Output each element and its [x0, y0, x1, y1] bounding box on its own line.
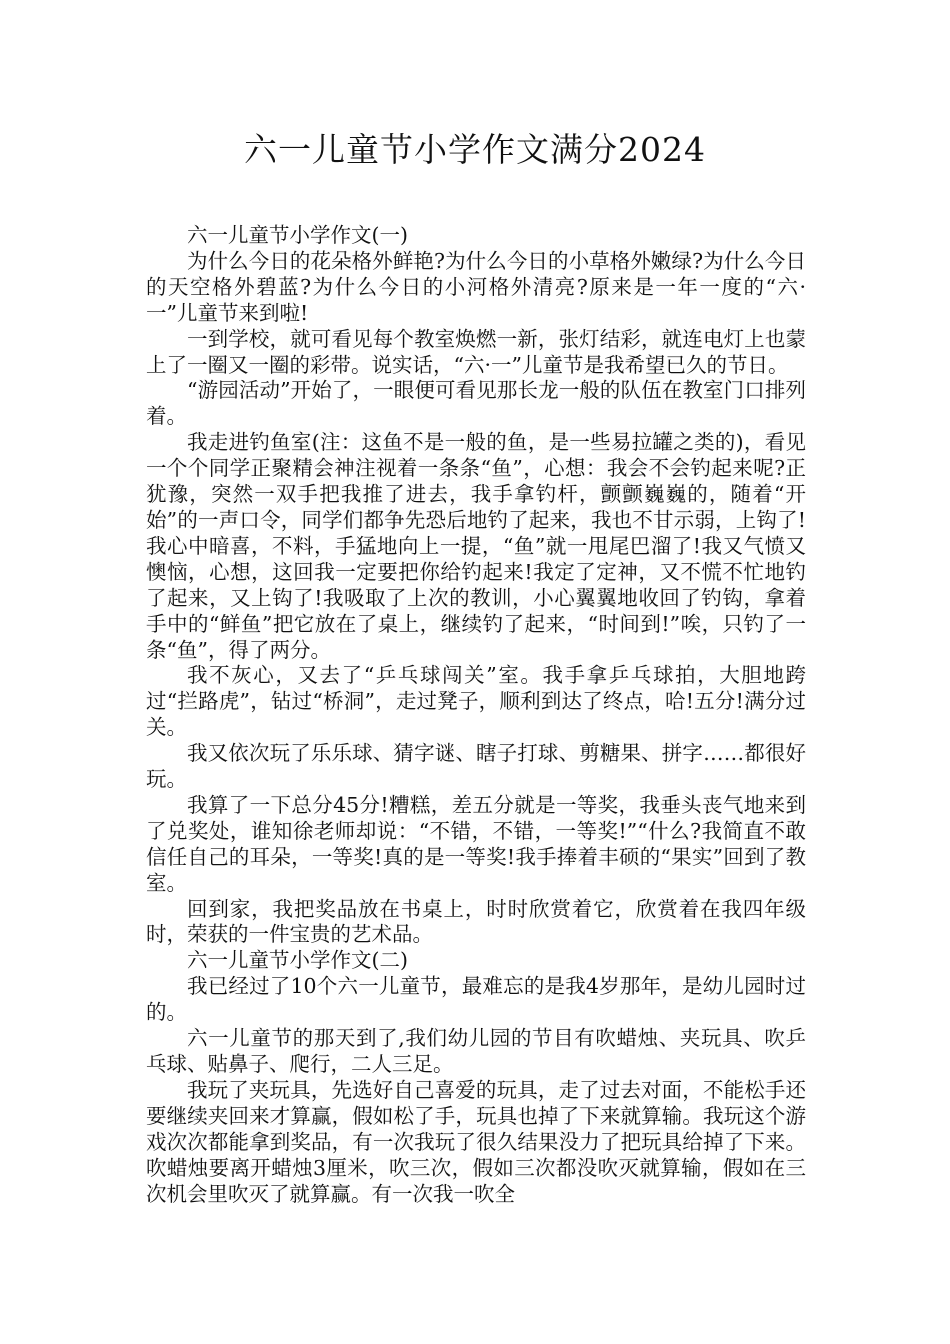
- paragraph: 我玩了夹玩具，先选好自己喜爱的玩具，走了过去对面，不能松手还要继续夹回来才算赢，假如松了手，玩具也掉了下来就算输。我玩这个游戏次次都能拿到奖品，有一次我玩了很久结果没力了把玩具给掉了下来。吹蜡烛要离开蜡烛3厘米，吹三次，假如三次都没吹灭就算输，假如在三次机会里吹灭了就算赢。有一次我一吹全: [146, 1077, 806, 1206]
- section-heading: 六一儿童节小学作文(二): [187, 948, 408, 973]
- document-body: [146, 223, 806, 1207]
- paragraph: “游园活动”开始了，一眼便可看见那长龙一般的队伍在教室门口排列着。: [146, 378, 806, 429]
- paragraph: 我算了一下总分45分!糟糕，差五分就是一等奖，我垂头丧气地来到了兑奖处，谁知徐老师却说：“不错，不错，一等奖!”“什么?我简直不敢信任自己的耳朵，一等奖!真的是一等奖!我手捧着丰硕的“果实”回到了教室。: [146, 792, 806, 895]
- paragraph: 一到学校，就可看见每个教室焕燃一新，张灯结彩，就连电灯上也蒙上了一圈又一圈的彩带。说实话，“六·一”儿童节是我希望已久的节日。: [146, 326, 806, 377]
- section-heading: 六一儿童节小学作文(一): [187, 223, 408, 247]
- paragraph: 我又依次玩了乐乐球、猜字谜、瞎子打球、剪糖果、拼字……都很好玩。: [146, 741, 806, 792]
- document-title: 六一儿童节小学作文满分2024: [244, 130, 706, 169]
- paragraph: 回到家，我把奖品放在书桌上，时时欣赏着它，欣赏着在我四年级时，荣获的一件宝贵的艺术品。: [146, 896, 806, 947]
- paragraph: 我不灰心，又去了“乒乓球闯关”室。我手拿乒乓球拍，大胆地跨过“拦路虎”，钻过“桥洞”，走过凳子，顺利到达了终点，哈!五分!满分过关。: [146, 663, 806, 740]
- paragraph: 为什么今日的花朵格外鲜艳?为什么今日的小草格外嫩绿?为什么今日的天空格外碧蓝?为什么今日的小河格外清亮?原来是一年一度的“六·一”儿童节来到啦!: [146, 248, 806, 325]
- paragraph: 我走进钓鱼室(注：这鱼不是一般的鱼，是一些易拉罐之类的)，看见一个个同学正聚精会神注视着一条条“鱼”，心想：我会不会钓起来呢?正犹豫，突然一双手把我推了进去，我手拿钓杆，颤颤巍巍的，随着“开始”的一声口令，同学们都争先恐后地钓了起来，我也不甘示弱，上钩了!我心中暗喜，不料，手猛地向上一提，“鱼”就一甩尾巴溜了!我又气愤又懊恼，心想，这回我一定要把你给钓起来!我定了定神，又不慌不忙地钓了起来，又上钩了!我吸取了上次的教训，小心翼翼地收回了钓钩，拿着手中的“鲜鱼”把它放在了桌上，继续钓了起来，“时间到!”唉，只钓了一条“鱼”，得了两分。: [146, 430, 806, 662]
- paragraph: 我已经过了10个六一儿童节，最难忘的是我4岁那年，是幼儿园时过的。: [146, 974, 806, 1025]
- paragraph: 六一儿童节的那天到了,我们幼儿园的节目有吹蜡烛、夹玩具、吹乒乓球、贴鼻子、爬行，二人三足。: [146, 1026, 806, 1076]
